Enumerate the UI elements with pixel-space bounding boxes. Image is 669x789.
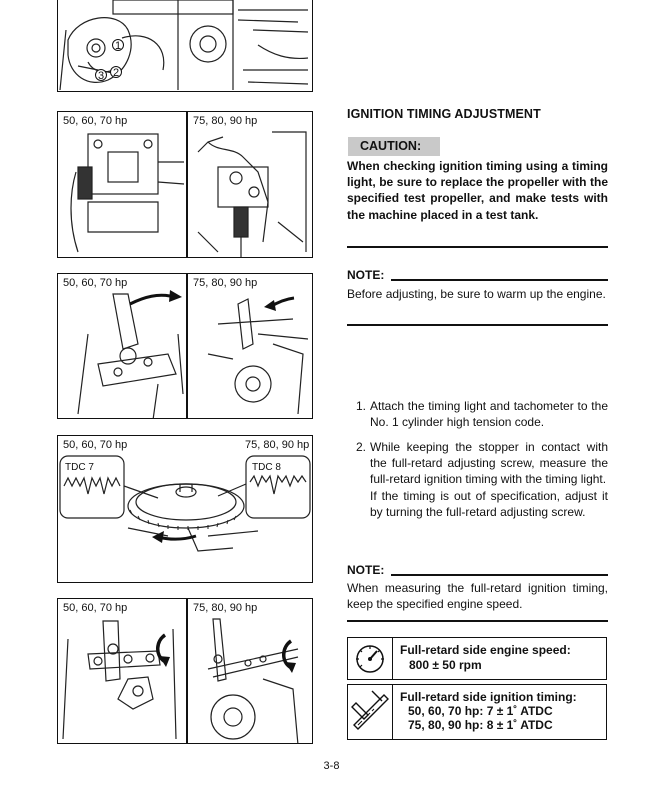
tdc-mark-right: TDC 8 <box>252 462 281 473</box>
figure-full-retard-adjusting-screw <box>57 598 313 744</box>
section-title: IGNITION TIMING ADJUSTMENT <box>347 107 541 121</box>
figure-a-left-label: 50, 60, 70 hp <box>63 115 128 127</box>
note2-header-rule <box>391 574 608 576</box>
figure-c-drawing <box>58 436 313 583</box>
note2-label: NOTE: <box>347 563 385 577</box>
callout-3: 3 <box>98 70 105 82</box>
figure-timing-light-connection <box>57 111 313 258</box>
figure-d-left-label: 50, 60, 70 hp <box>63 602 128 614</box>
spec-engine-speed-value: 800 ± 50 rpm <box>409 658 482 672</box>
tachometer-icon <box>348 638 393 679</box>
callout-1: 1 <box>115 40 122 52</box>
caliper-icon <box>348 685 393 739</box>
caution-bottom-rule <box>347 246 608 248</box>
figure-flywheel-timing-marks <box>57 435 313 583</box>
note2-text: When measuring the full-retard ignition timing, keep the specified engine speed. <box>347 581 608 612</box>
note1-text: Before adjusting, be sure to warm up the engine. <box>347 287 606 301</box>
spec-engine-speed-box <box>347 637 607 680</box>
note1-header-rule <box>391 279 608 281</box>
figure-b-divider <box>186 274 188 418</box>
figure-top-timing-adjuster <box>57 0 313 92</box>
note2-bottom-rule <box>347 620 608 622</box>
spec-ignition-timing-line2: 75, 80, 90 hp: 8 ± 1˚ ATDC <box>408 718 553 732</box>
step-2 <box>356 439 608 520</box>
note1-bottom-rule <box>347 324 608 326</box>
step-1-text: Attach the timing light and tachometer to the No. 1 cylinder high tension code. <box>370 399 608 430</box>
page-number-wrap <box>0 760 669 772</box>
figure-c-left-label: 50, 60, 70 hp <box>63 439 128 451</box>
figure-top-drawing <box>58 0 313 92</box>
step-1-number: 1. <box>356 399 367 413</box>
step-2-extra-text: If the timing is out of specification, adjust it by turning the full-retard adjusting screw. <box>370 488 608 519</box>
step-2-number: 2. <box>356 440 367 454</box>
figure-b-right-label: 75, 80, 90 hp <box>193 277 258 289</box>
figure-stopper-contact <box>57 273 313 419</box>
tdc-mark-left: TDC 7 <box>65 462 94 473</box>
figure-a-right-label: 75, 80, 90 hp <box>193 115 258 127</box>
caution-text: When checking ignition timing using a timing light, be sure to replace the propeller with the specified test propeller, and make tests with the machine placed in a test tank. <box>347 159 608 222</box>
caution-label: CAUTION: <box>348 137 440 156</box>
step-1 <box>356 398 608 430</box>
figure-d-right-label: 75, 80, 90 hp <box>193 602 258 614</box>
spec-ignition-timing-box <box>347 684 607 740</box>
page-number: 3-8 <box>323 760 340 772</box>
spec-ignition-timing-title: Full-retard side ignition timing: <box>400 690 577 704</box>
note1-label: NOTE: <box>347 268 385 282</box>
callout-2: 2 <box>113 67 120 79</box>
spec-engine-speed-title: Full-retard side engine speed: <box>400 643 571 657</box>
step-2-text: While keeping the stopper in contact with the full-retard adjusting screw, measure the full-retard ignition timing with the timing light. <box>370 440 608 487</box>
figure-b-left-label: 50, 60, 70 hp <box>63 277 128 289</box>
figure-c-right-label: 75, 80, 90 hp <box>245 439 310 451</box>
figure-d-divider <box>186 599 188 743</box>
spec-ignition-timing-line1: 50, 60, 70 hp: 7 ± 1˚ ATDC <box>408 704 553 718</box>
figure-a-divider <box>186 112 188 257</box>
